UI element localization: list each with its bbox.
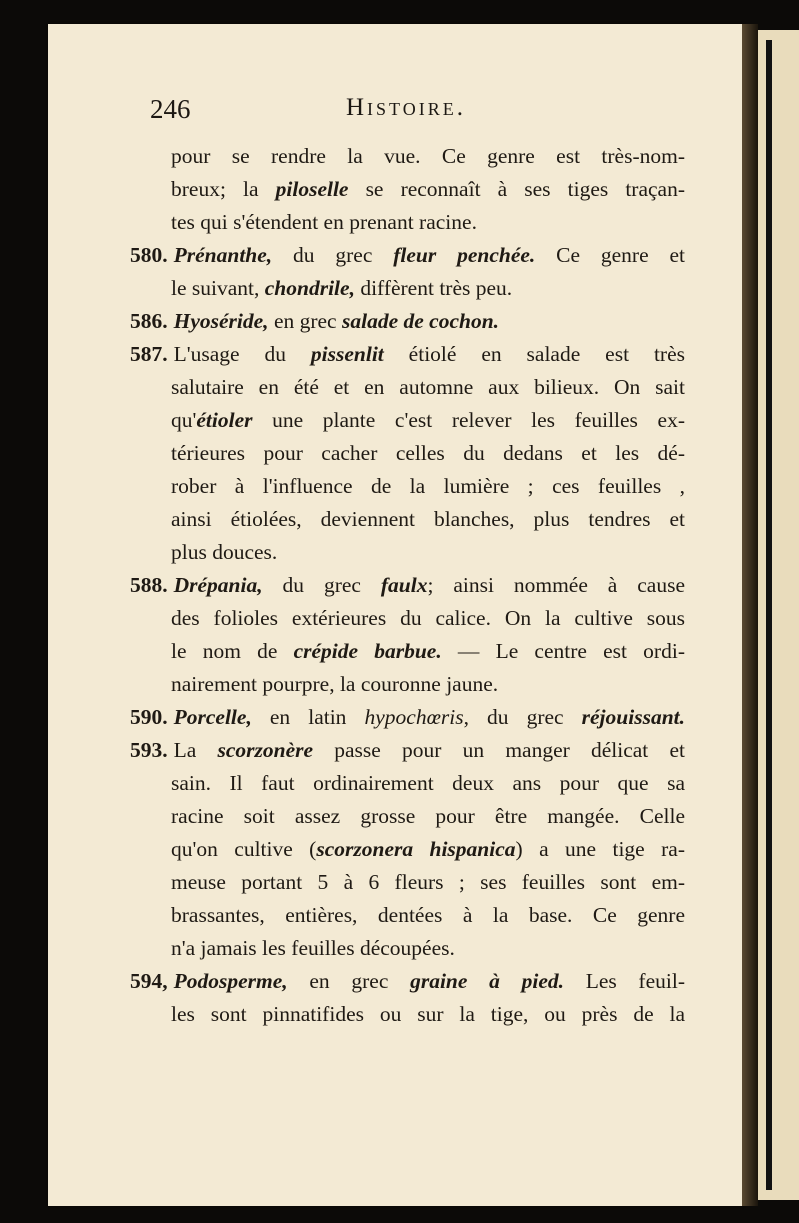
text-run: tes qui s'étendent en prenant racine. xyxy=(171,210,477,234)
text-run: nairement pourpre, la couronne jaune. xyxy=(171,672,499,696)
running-title: Histoire. xyxy=(346,94,466,121)
entry-first-line xyxy=(130,734,685,767)
text-line xyxy=(130,932,685,965)
text-line xyxy=(130,470,685,503)
text-line xyxy=(130,140,685,173)
italic-term: pissenlit xyxy=(310,342,384,366)
entry-first-line xyxy=(130,239,685,272)
text-line xyxy=(130,998,685,1031)
entry-number: 590. xyxy=(130,705,168,729)
text-run: ) a une tige ra- xyxy=(515,837,685,861)
text-run: sain. Il faut ordinairement deux ans pour que sa xyxy=(171,771,685,795)
text-line xyxy=(130,668,685,701)
text-run: pour se rendre la vue. Ce genre est très-nom- xyxy=(171,144,685,168)
text-run: ainsi étiolées, deviennent blanches, plus tendres et xyxy=(171,507,685,531)
next-page-edge xyxy=(758,30,799,1200)
italic-term: chondrile, xyxy=(264,276,355,300)
entry-number: 586. xyxy=(130,309,168,333)
text-run: plus douces. xyxy=(171,540,278,564)
body-text xyxy=(130,140,685,1031)
text-run: n'a jamais les feuilles découpées. xyxy=(171,936,455,960)
text-run: une plante c'est relever les feuilles ex- xyxy=(252,408,685,432)
italic-term: scorzonera hispanica xyxy=(316,837,516,861)
text-line xyxy=(130,206,685,239)
italic-term: Drépania, xyxy=(173,573,263,597)
text-run: en grec xyxy=(287,969,411,993)
text-line xyxy=(130,602,685,635)
running-head xyxy=(150,94,690,130)
entry-first-line xyxy=(130,338,685,371)
italic-term: crépide barbue. xyxy=(293,639,442,663)
text-run: — Le centre est ordi- xyxy=(441,639,685,663)
text-run: diffèrent très peu. xyxy=(354,276,513,300)
entry-first-line xyxy=(130,701,685,734)
text-run: brassantes, entières, dentées à la base. Ce genre xyxy=(171,903,685,927)
text-line xyxy=(130,899,685,932)
italic-term: Prénanthe, xyxy=(173,243,273,267)
text-run: breux; la xyxy=(171,177,276,201)
text-run: en grec xyxy=(268,309,342,333)
text-line xyxy=(130,503,685,536)
text-line xyxy=(130,371,685,404)
text-run: ; ainsi nommée à cause xyxy=(427,573,685,597)
italic-term: Hyoséride, xyxy=(173,309,269,333)
text-run: rober à l'influence de la lumière ; ces feuilles , xyxy=(171,474,685,498)
text-line xyxy=(130,272,685,305)
text-run: passe pour un manger délicat et xyxy=(313,738,685,762)
text-run: se reconnaît à ses tiges traçan- xyxy=(348,177,685,201)
next-page-gutter-line xyxy=(766,40,772,1190)
text-run: La xyxy=(173,738,218,762)
text-run: L'usage du xyxy=(173,342,311,366)
text-run: Les feuil- xyxy=(563,969,685,993)
text-run: qu'on cultive ( xyxy=(171,837,317,861)
entry-first-line xyxy=(130,569,685,602)
italic-term: scorzonère xyxy=(217,738,314,762)
entry-first-line xyxy=(130,965,685,998)
text-run: , du grec xyxy=(463,705,582,729)
book-spine-shadow xyxy=(742,24,758,1206)
italic-term: réjouissant. xyxy=(581,705,685,729)
italic-term: hypochœris xyxy=(364,705,464,729)
text-line xyxy=(130,833,685,866)
text-run: meuse portant 5 à 6 fleurs ; ses feuilles sont em- xyxy=(171,870,685,894)
text-run: le suivant, xyxy=(171,276,265,300)
text-run: Ce genre et xyxy=(535,243,685,267)
entry-number: 593. xyxy=(130,738,168,762)
text-run: étiolé en salade est très xyxy=(383,342,685,366)
text-run: des folioles extérieures du calice. On la cultive sous xyxy=(171,606,685,630)
text-line xyxy=(130,866,685,899)
entry-number: 587. xyxy=(130,342,168,366)
italic-term: faulx xyxy=(380,573,428,597)
text-line xyxy=(130,404,685,437)
italic-term: étioler xyxy=(196,408,253,432)
italic-term: Porcelle, xyxy=(173,705,252,729)
text-run: qu' xyxy=(171,408,197,432)
text-run: les sont pinnatifides ou sur la tige, ou près de la xyxy=(171,1002,685,1026)
text-run: du grec xyxy=(262,573,381,597)
entry-number: 580. xyxy=(130,243,168,267)
entry-first-line xyxy=(130,305,685,338)
text-run: salutaire en été et en automne aux bilieux. On sait xyxy=(171,375,685,399)
text-line xyxy=(130,437,685,470)
text-run: le nom de xyxy=(171,639,294,663)
italic-term: graine à pied. xyxy=(410,969,564,993)
text-run: térieures pour cacher celles du dedans et les dé- xyxy=(171,441,685,465)
text-line xyxy=(130,767,685,800)
text-run: racine soit assez grosse pour être mangée. Celle xyxy=(171,804,685,828)
text-run: en latin xyxy=(251,705,365,729)
text-line xyxy=(130,536,685,569)
text-line xyxy=(130,635,685,668)
italic-term: salade de cochon. xyxy=(341,309,500,333)
text-line xyxy=(130,173,685,206)
italic-term: Podosperme, xyxy=(173,969,288,993)
page-number: 246 xyxy=(150,94,191,124)
entry-number: 594, xyxy=(130,969,168,993)
italic-term: piloselle xyxy=(275,177,349,201)
italic-term: fleur penchée. xyxy=(393,243,536,267)
text-line xyxy=(130,800,685,833)
entry-number: 588. xyxy=(130,573,168,597)
text-run: du grec xyxy=(272,243,394,267)
